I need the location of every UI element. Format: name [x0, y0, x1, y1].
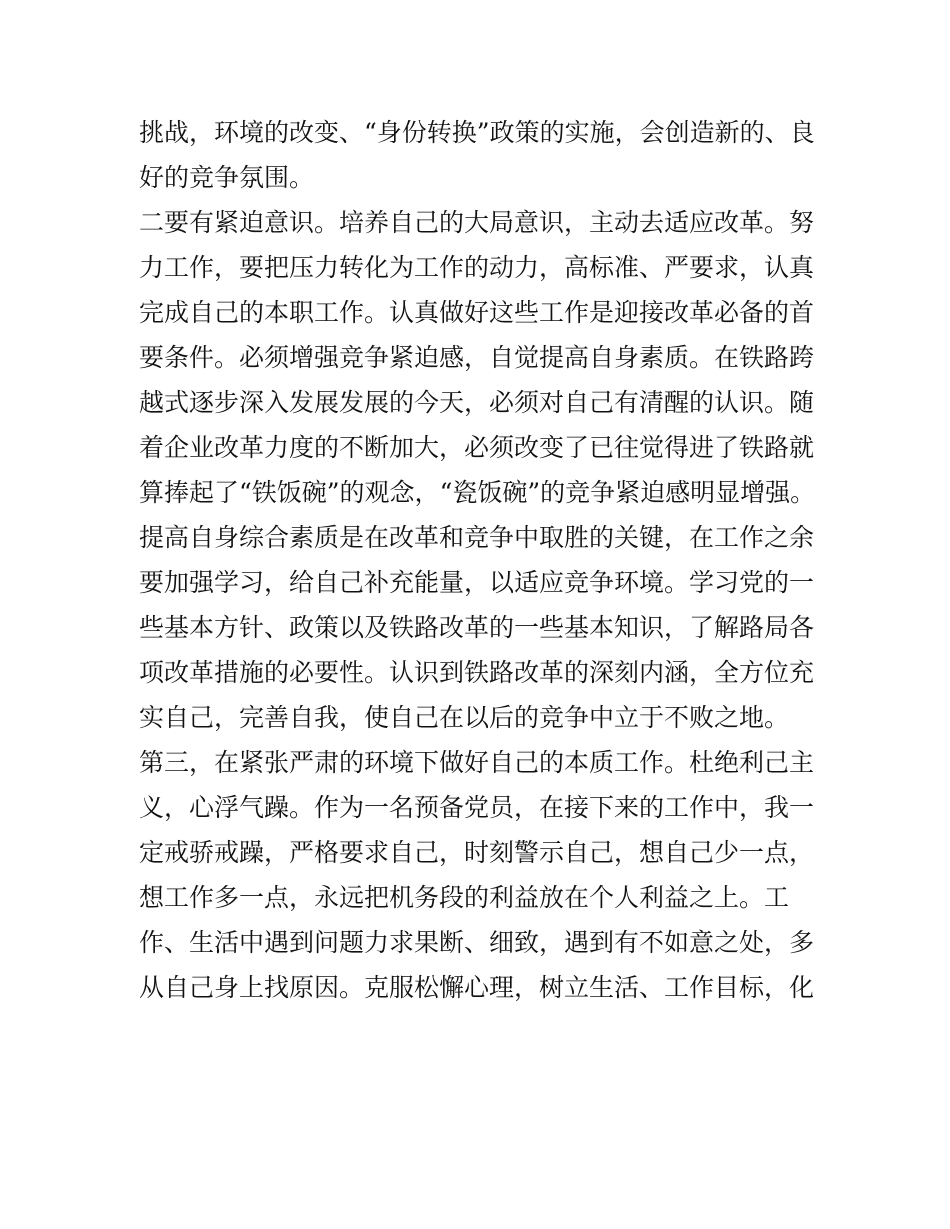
text-line: 第三，在紧张严肃的环境下做好自己的本质工作。杜绝利己主	[139, 748, 815, 777]
text-line: 实自己，完善自我，使自己在以后的竞争中立于不败之地。	[139, 703, 790, 732]
text-line: 从自己身上找原因。克服松懈心理，树立生活、工作目标，化	[139, 973, 815, 1002]
text-line: 完成自己的本职工作。认真做好这些工作是迎接改革必备的首	[139, 298, 815, 327]
document-body	[139, 110, 829, 1010]
text-line: 好的竞争氛围。	[139, 163, 315, 192]
text-line: 力工作，要把压力转化为工作的动力，高标准、严要求，认真	[139, 253, 815, 282]
text-line: 二要有紧迫意识。培养自己的大局意识，主动去适应改革。努	[139, 208, 815, 237]
text-line: 越式逐步深入发展发展的今天，必须对自己有清醒的认识。随	[139, 388, 815, 417]
text-line: 提高自身综合素质是在改革和竞争中取胜的关键，在工作之余	[139, 523, 815, 552]
text-line: 着企业改革力度的不断加大，必须改变了已往觉得进了铁路就	[139, 433, 815, 462]
text-line: 要条件。必须增强竞争紧迫感，自觉提高自身素质。在铁路跨	[139, 343, 815, 372]
text-line: 算捧起了“铁饭碗”的观念，“瓷饭碗”的竞争紧迫感明显增强。	[139, 478, 816, 507]
text-line: 定戒骄戒躁，严格要求自己，时刻警示自己，想自己少一点，	[139, 838, 815, 867]
text-line: 想工作多一点，永远把机务段的利益放在个人利益之上。工	[139, 883, 790, 912]
text-line: 些基本方针、政策以及铁路改革的一些基本知识，了解路局各	[139, 613, 815, 642]
text-line: 挑战，环境的改变、“身份转换”政策的实施，会创造新的、良	[139, 118, 815, 147]
text-line: 要加强学习，给自己补充能量，以适应竞争环境。学习党的一	[139, 568, 815, 597]
text-line: 义，心浮气躁。作为一名预备党员，在接下来的工作中，我一	[139, 793, 815, 822]
text-line: 项改革措施的必要性。认识到铁路改革的深刻内涵，全方位充	[139, 658, 815, 687]
text-line: 作、生活中遇到问题力求果断、细致，遇到有不如意之处，多	[139, 928, 815, 957]
